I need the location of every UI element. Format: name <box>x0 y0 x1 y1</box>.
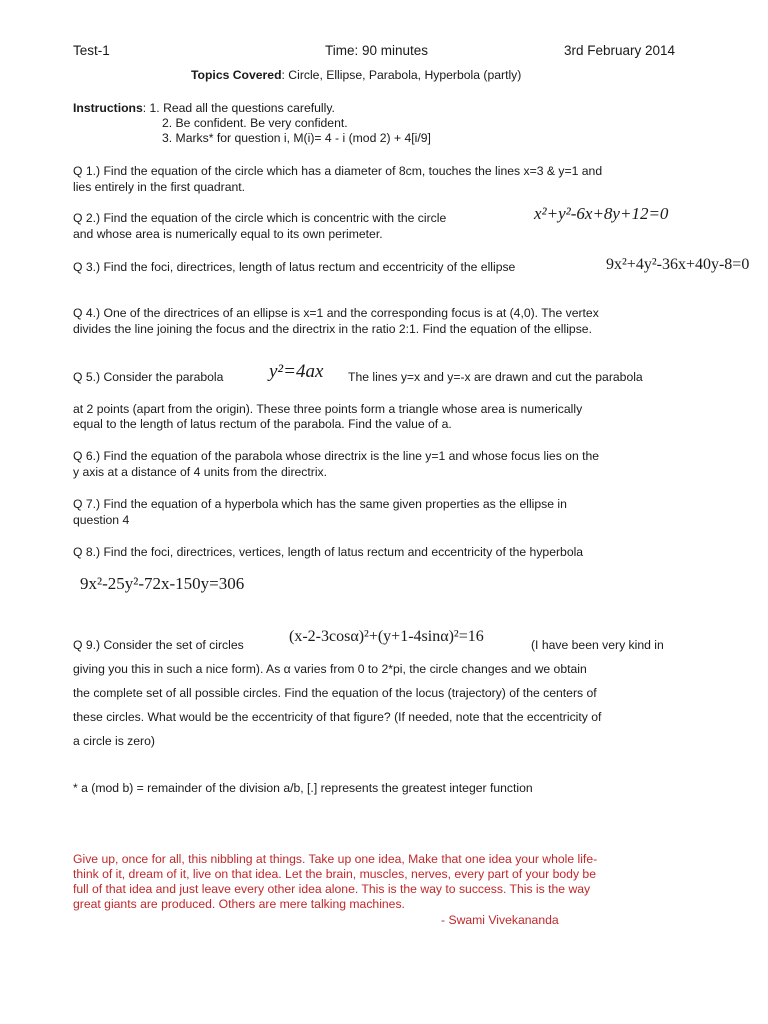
footnote: * a (mod b) = remainder of the division a/b, [.] represents the greatest integer function <box>73 781 533 795</box>
q3-line-1: Q 3.) Find the foci, directrices, length of latus rectum and eccentricity of the ellipse <box>73 260 516 274</box>
exam-date: 3rd February 2014 <box>564 43 676 58</box>
q4-line-1: Q 4.) One of the directrices of an ellipse is x=1 and the corresponding focus is at (4,0). The vertex <box>73 306 599 320</box>
quote-author: - Swami Vivekananda <box>441 913 559 927</box>
quote-line-3: full of that idea and just leave every other idea alone. This is the way to success. This is the way <box>73 882 591 896</box>
q7-line-1: Q 7.) Find the equation of a hyperbola which has the same given properties as the ellipse in <box>73 497 567 511</box>
instruction-item-2: 2. Be confident. Be very confident. <box>162 116 348 130</box>
q8-equation: 9x²-25y²-72x-150y=306 <box>80 574 245 593</box>
quote-line-2: think of it, dream of it, live on that idea. Let the brain, muscles, nerves, every part of your body be <box>73 867 596 881</box>
time-limit: Time: 90 minutes <box>325 43 429 58</box>
q7-line-2: question 4 <box>73 513 130 527</box>
q4-line-2: divides the line joining the focus and the directrix in the ratio 2:1. Find the equation of the ellipse. <box>73 322 592 336</box>
quote-line-1: Give up, once for all, this nibbling at things. Take up one idea, Make that one idea your whole life- <box>73 852 598 866</box>
q1-line-1: Q 1.) Find the equation of the circle which has a diameter of 8cm, touches the lines x=3 & y=1 and <box>73 164 603 178</box>
quote-line-4: great giants are produced. Others are mere talking machines. <box>73 897 405 911</box>
q5-line-3: equal to the length of latus rectum of the parabola. Find the value of a. <box>73 417 452 431</box>
q9-line-3: the complete set of all possible circles. Find the equation of the locus (trajectory) of the centers of <box>73 686 597 700</box>
q9-line-2: giving you this in such a nice form). As α varies from 0 to 2*pi, the circle changes and we obtain <box>73 662 587 676</box>
q9-line-4: these circles. What would be the eccentricity of that figure? (If needed, note that the eccentricity of <box>73 710 602 724</box>
q9-line-1b: (I have been very kind in <box>531 638 664 652</box>
q9-equation: (x-2-3cosα)²+(y+1-4sinα)²=16 <box>289 628 484 645</box>
q6-line-2: y axis at a distance of 4 units from the directrix. <box>73 465 328 479</box>
topics-label: Topics Covered <box>191 68 282 82</box>
q2-equation: x²+y²-6x+8y+12=0 <box>534 204 669 223</box>
instructions-line-1 <box>73 101 335 115</box>
topics-covered <box>191 68 521 82</box>
q5-line-1a: Q 5.) Consider the parabola <box>73 370 224 384</box>
instruction-item-3: 3. Marks* for question i, M(i)= 4 - i (mod 2) + 4[i/9] <box>162 131 431 145</box>
q5-line-1b: The lines y=x and y=-x are drawn and cut the parabola <box>348 370 643 384</box>
q9-line-5: a circle is zero) <box>73 734 155 748</box>
instructions-label: Instructions <box>73 101 143 115</box>
q6-line-1: Q 6.) Find the equation of the parabola whose directrix is the line y=1 and whose focus lies on the <box>73 449 600 463</box>
q5-equation: y²=4ax <box>269 361 324 382</box>
q2-line-1: Q 2.) Find the equation of the circle which is concentric with the circle <box>73 211 447 225</box>
q8-line-1: Q 8.) Find the foci, directrices, vertices, length of latus rectum and eccentricity of the hyperbola <box>73 545 584 559</box>
q5-line-2: at 2 points (apart from the origin). These three points form a triangle whose area is numerically <box>73 402 583 416</box>
q9-line-1a: Q 9.) Consider the set of circles <box>73 638 244 652</box>
q3-equation: 9x²+4y²-36x+40y-8=0 <box>606 256 750 273</box>
q1-line-2: lies entirely in the first quadrant. <box>73 180 246 194</box>
instruction-item-1: : 1. Read all the questions carefully. <box>142 101 335 115</box>
test-title: Test-1 <box>73 43 110 58</box>
topics-text: : Circle, Ellipse, Parabola, Hyperbola (partly) <box>281 68 522 82</box>
q2-line-2: and whose area is numerically equal to its own perimeter. <box>73 227 383 241</box>
